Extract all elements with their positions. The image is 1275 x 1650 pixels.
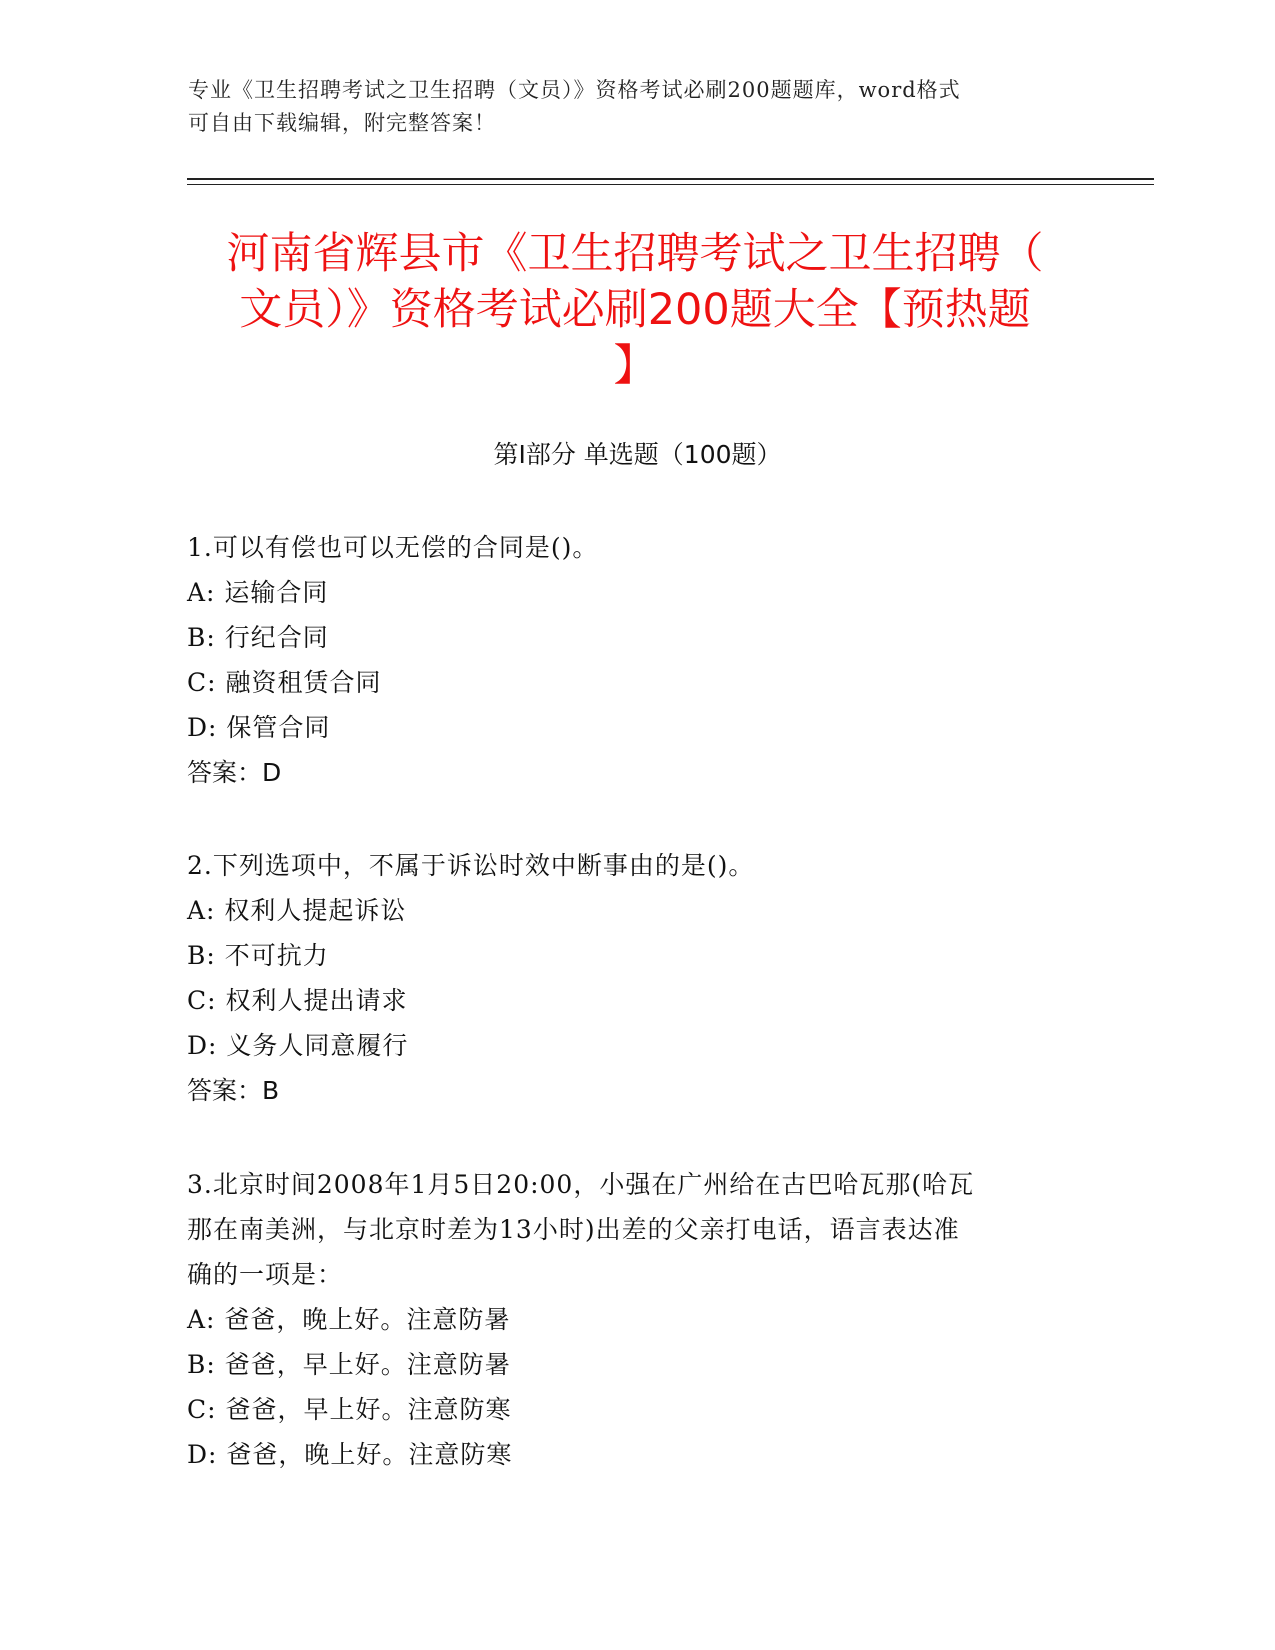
question-1 xyxy=(187,525,1087,795)
section-heading: 第Ⅰ部分 单选题（100题） xyxy=(493,440,782,469)
answer-line: 答案：D xyxy=(187,758,282,787)
question-2 xyxy=(187,843,1087,1113)
option-a: A: 权利人提起诉讼 xyxy=(187,896,407,925)
question-stem: 2.下列选项中，不属于诉讼时效中断事由的是()。 xyxy=(187,851,755,880)
question-stem-line-1: 3.北京时间2008年1月5日20:00，小强在广州给在古巴哈瓦那(哈瓦 xyxy=(187,1170,975,1199)
header-note-line-2: 可自由下载编辑，附完整答案！ xyxy=(188,111,496,135)
option-c: C: 权利人提出请求 xyxy=(187,986,408,1015)
document-header-note xyxy=(188,74,1088,140)
option-b: B: 行纪合同 xyxy=(187,623,329,652)
option-d: D: 保管合同 xyxy=(187,713,331,742)
option-b: B: 爸爸，早上好。注意防暑 xyxy=(187,1350,511,1379)
option-c: C: 融资租赁合同 xyxy=(187,668,382,697)
title-line-1: 河南省辉县市《卫生招聘考试之卫生招聘（ xyxy=(226,229,1044,279)
question-stem-line-3: 确的一项是： xyxy=(187,1260,344,1289)
option-d: D: 爸爸，晚上好。注意防寒 xyxy=(187,1440,513,1469)
document-title xyxy=(180,226,1090,394)
header-divider-thin xyxy=(187,184,1154,185)
question-stem-line-2: 那在南美洲，与北京时差为13小时)出差的父亲打电话，语言表达准 xyxy=(187,1215,960,1244)
option-a: A: 运输合同 xyxy=(187,578,329,607)
question-3 xyxy=(187,1162,1087,1477)
title-line-2: 文员）》资格考试必刷200题大全【预热题 xyxy=(239,285,1031,335)
header-note-line-1: 专业《卫生招聘考试之卫生招聘（文员）》资格考试必刷200题题库，word格式 xyxy=(188,78,961,102)
option-d: D: 义务人同意履行 xyxy=(187,1031,409,1060)
question-stem: 1.可以有偿也可以无偿的合同是()。 xyxy=(187,533,599,562)
option-c: C: 爸爸，早上好。注意防寒 xyxy=(187,1395,512,1424)
option-a: A: 爸爸，晚上好。注意防暑 xyxy=(187,1305,511,1334)
title-line-3: 】 xyxy=(613,341,657,391)
header-divider-thick xyxy=(187,178,1154,180)
option-b: B: 不可抗力 xyxy=(187,941,329,970)
answer-line: 答案：B xyxy=(187,1076,280,1105)
